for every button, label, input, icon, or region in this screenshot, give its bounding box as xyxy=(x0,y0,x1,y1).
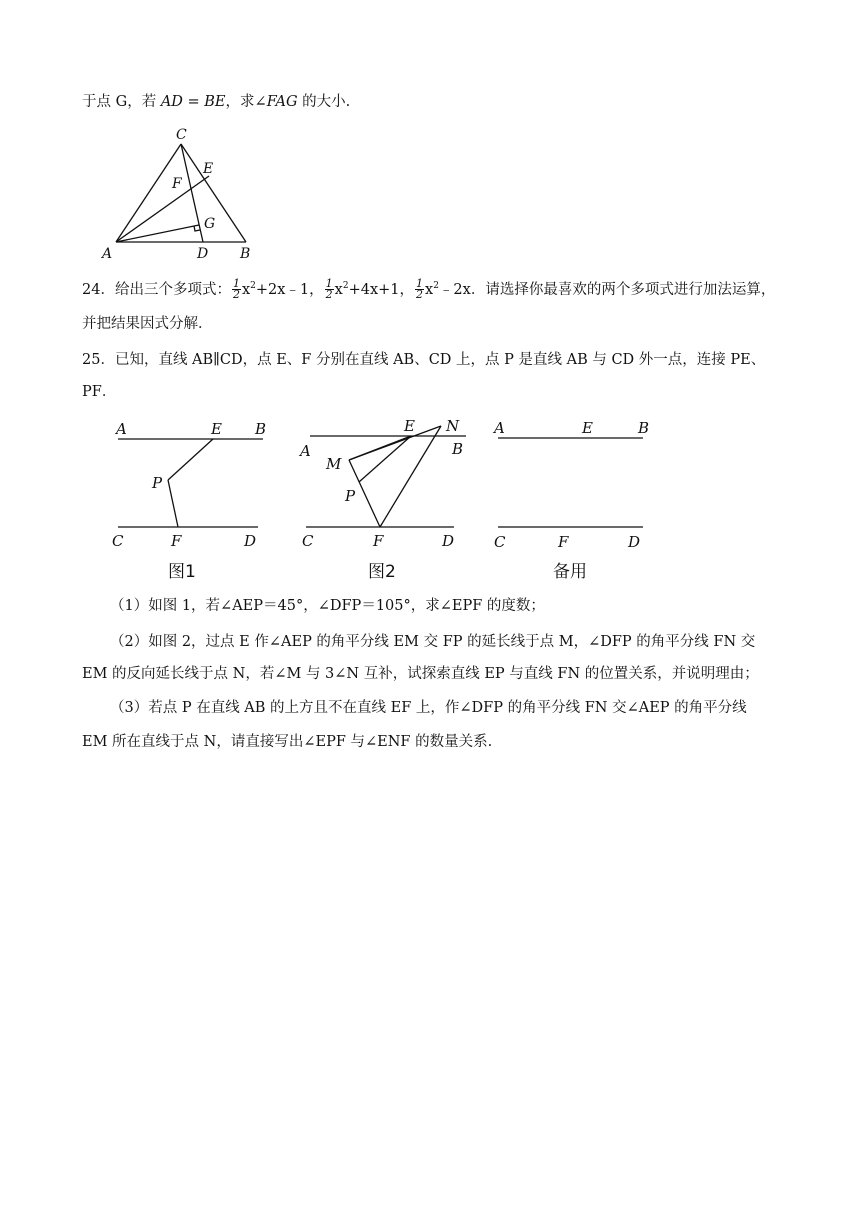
spare-label-b: B xyxy=(638,419,650,437)
fig2-label-n: N xyxy=(446,417,460,435)
triangle-figure xyxy=(96,124,266,264)
q23-text-1: 于点 G，若 xyxy=(82,94,161,110)
q23-text-3: 的大小. xyxy=(297,94,351,110)
triangle-label-d: D xyxy=(197,246,209,262)
q25-part-2-line-1: （2）如图 2，过点 E 作∠AEP 的角平分线 EM 交 FP 的延长线于点 M，∠DFP 的角平分线 FN 交 xyxy=(110,634,756,650)
fig1-label-d: D xyxy=(244,532,257,550)
fig1-label-f: F xyxy=(171,532,182,550)
q25-part-2-line-2: EM 的反向延长线于点 N，若∠M 与 3∠N 互补，试探索直线 EP 与直线 FN 的位置关系，并说明理由； xyxy=(82,666,759,682)
spare-label-c: C xyxy=(494,533,506,551)
figure-spare xyxy=(488,414,658,554)
q24-line-2: 并把结果因式分解． xyxy=(82,316,213,332)
fig1-label-b: B xyxy=(255,420,267,438)
triangle-label-f: F xyxy=(172,176,182,192)
q23-text-2: ，求∠ xyxy=(225,94,267,110)
fig1-label-p: P xyxy=(152,474,163,492)
fig2-label-b: B xyxy=(452,440,464,458)
q24-poly-2: +4x+1， xyxy=(348,281,415,298)
triangle-label-a: A xyxy=(102,246,113,262)
q23-angle: FAG xyxy=(266,94,298,110)
q25-part-1: （1）如图 1，若∠AEP＝45°，∠DFP＝105°，求∠EPF 的度数； xyxy=(110,598,545,614)
figure-1 xyxy=(108,414,278,554)
q24-line-1: 24．给出三个多项式： $\frac{1}{2}$ $x^2+2x﹣1$， $\frac{1}{2}$ $x^2+4x+1$， $\frac{1}{2}$ $x^2﹣2x$．请选择你最喜欢的两个多项式进行加法运算， xyxy=(82,277,776,302)
spare-label-e: E xyxy=(582,419,593,437)
fig2-label-d: D xyxy=(442,532,455,550)
q24-fraction-1: $\frac{1}{2}$ xyxy=(232,277,240,302)
q23-condition-line xyxy=(82,92,782,112)
spare-label-d: D xyxy=(628,533,641,551)
fig2-label-f: F xyxy=(373,532,384,550)
q24-fraction-3: $\frac{1}{2}$ xyxy=(416,277,424,302)
figure-2-caption: 图2 xyxy=(368,562,396,582)
q24-poly-3: ﹣2x．请选择你最喜欢的两个多项式进行加法运算， xyxy=(438,281,776,298)
spare-label-a: A xyxy=(494,419,505,437)
fig1-label-a: A xyxy=(116,420,127,438)
triangle-label-g: G xyxy=(204,216,216,232)
q24-intro: 24．给出三个多项式： xyxy=(82,281,231,298)
fig2-label-m: M xyxy=(326,455,342,473)
figure-2 xyxy=(296,414,476,554)
triangle-label-b: B xyxy=(240,246,251,262)
q24-poly-1: +2x﹣1， xyxy=(255,281,324,298)
q25-line-1: 25．已知，直线 AB∥CD，点 E、F 分别在直线 AB、CD 上，点 P 是直线 AB 与 CD 外一点，连接 PE、 xyxy=(82,352,766,368)
q25-part-3-line-1: （3）若点 P 在直线 AB 的上方且不在直线 EF 上，作∠DFP 的角平分线 FN 交∠AEP 的角平分线 xyxy=(110,700,747,716)
q24-fraction-2: $\frac{1}{2}$ xyxy=(325,277,333,302)
fig2-label-p: P xyxy=(345,487,356,505)
triangle-label-e: E xyxy=(203,161,214,177)
fig2-label-a: A xyxy=(300,442,311,460)
q23-equation: AD = BE xyxy=(160,94,226,110)
fig2-label-c: C xyxy=(302,532,314,550)
figure-spare-caption: 备用 xyxy=(553,562,587,582)
fig1-label-c: C xyxy=(112,532,124,550)
fig2-label-e: E xyxy=(404,417,415,435)
q25-line-2: PF． xyxy=(82,384,117,400)
fig1-label-e: E xyxy=(211,420,222,438)
q25-part-3-line-2: EM 所在直线于点 N，请直接写出∠EPF 与∠ENF 的数量关系. xyxy=(82,734,493,750)
spare-label-f: F xyxy=(558,533,569,551)
triangle-label-c: C xyxy=(176,127,187,143)
figure-1-caption: 图1 xyxy=(168,562,196,582)
